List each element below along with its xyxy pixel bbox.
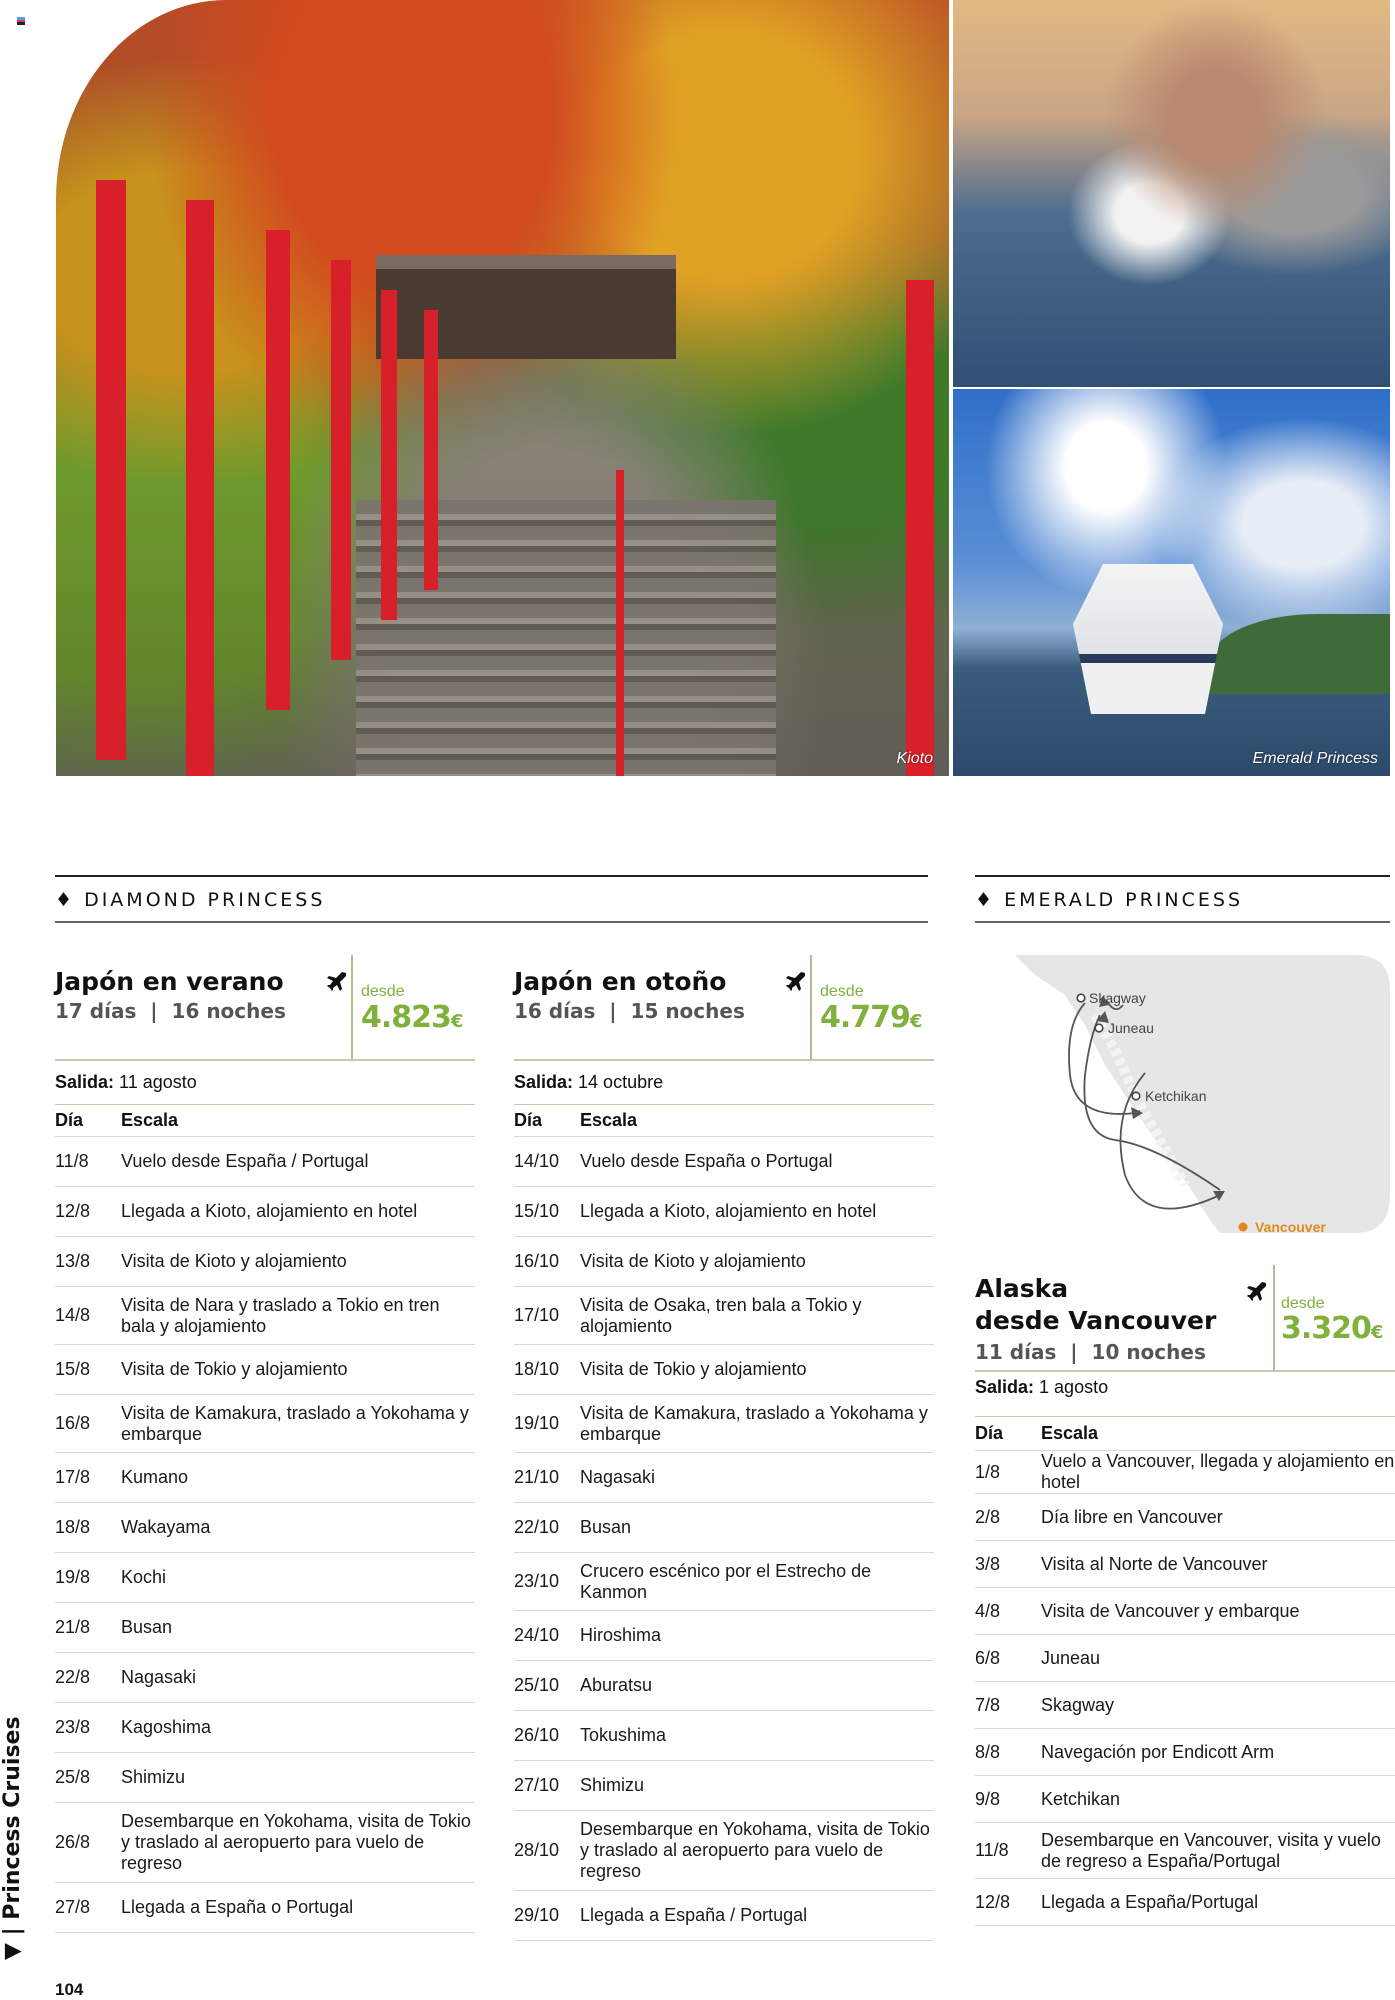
- price-from-label: desde: [1281, 1295, 1325, 1312]
- itinerary-day: 8/8: [975, 1741, 1001, 1762]
- itinerary-row: [55, 1452, 475, 1502]
- itinerary-day: 9/8: [975, 1788, 1001, 1809]
- itinerary-stop: Skagway: [1041, 1694, 1115, 1715]
- itinerary-stop: Llegada a Kioto, alojamiento en hotel: [580, 1201, 877, 1221]
- itinerary-stop: Desembarque en Vancouver, visita y vuelo de regreso a España/Portugal: [1041, 1829, 1381, 1871]
- departure-label: Salida:: [975, 1376, 1035, 1397]
- itinerary-day: 27/8: [55, 1897, 91, 1917]
- itinerary-day: 6/8: [975, 1647, 1001, 1668]
- itinerary-day: 25/10: [514, 1675, 560, 1695]
- price-from-label: desde: [361, 983, 405, 1000]
- itinerary-stop: Visita de Tokio y alojamiento: [121, 1359, 348, 1379]
- itinerary-stop: Juneau: [1041, 1647, 1101, 1668]
- itinerary-stop: Día libre en Vancouver: [1041, 1506, 1223, 1527]
- trip-header: [55, 955, 475, 1059]
- itinerary-stop: Visita de Vancouver y embarque: [1041, 1600, 1300, 1621]
- itinerary-stop: Visita de Kamakura, traslado a Yokohama y embarque: [580, 1402, 928, 1444]
- price: [1281, 1311, 1382, 1346]
- trip-title-line1: Alaska: [975, 1274, 1069, 1303]
- itinerary-row: [514, 1552, 934, 1610]
- itinerary-day: 14/10: [514, 1151, 560, 1171]
- itinerary-row: [514, 1610, 934, 1660]
- itinerary-day: 12/8: [55, 1201, 91, 1221]
- lantern-post: [906, 280, 934, 776]
- trip-header: [514, 955, 934, 1059]
- trip-title: Japón en verano: [55, 967, 284, 996]
- shrine-shape: [376, 255, 676, 359]
- itinerary-day: 25/8: [55, 1767, 91, 1787]
- itinerary-day: 15/10: [514, 1201, 560, 1221]
- itinerary-stop: Vuelo a Vancouver, llegada y alojamiento en hotel: [1041, 1451, 1395, 1492]
- itinerary-stop: Nagasaki: [121, 1667, 197, 1687]
- itinerary-header: [55, 1105, 475, 1136]
- trip-title-line2: desde Vancouver: [975, 1306, 1217, 1335]
- col-stop: Escala: [1041, 1423, 1099, 1443]
- departure: [975, 1372, 1395, 1416]
- itinerary-stop: Ketchikan: [1041, 1788, 1121, 1809]
- price-divider: [351, 955, 353, 1059]
- plane-icon: [784, 969, 808, 993]
- itinerary-stop: Llegada a España o Portugal: [121, 1897, 354, 1917]
- itinerary-stop: Wakayama: [121, 1517, 211, 1537]
- itinerary-stop: Visita de Kioto y alojamiento: [121, 1251, 347, 1271]
- itinerary-row: [975, 1587, 1395, 1634]
- trip-header: [975, 1265, 1395, 1370]
- col-stop: Escala: [121, 1110, 179, 1130]
- couple-photo: [953, 0, 1390, 387]
- photo-caption: Emerald Princess: [1252, 750, 1378, 767]
- section-title: ♦ DIAMOND PRINCESS: [55, 889, 326, 911]
- itinerary-row: [514, 1452, 934, 1502]
- itinerary-row: [55, 1502, 475, 1552]
- departure-label: Salida:: [55, 1071, 115, 1092]
- itinerary-stop: Tokushima: [580, 1725, 667, 1745]
- itinerary-table: [55, 1136, 475, 1933]
- itinerary-stop: Desembarque en Yokohama, visita de Tokio y traslado al aeropuerto para vuelo de regreso: [121, 1811, 471, 1873]
- departure: [514, 1061, 934, 1104]
- price-from-label: desde: [820, 983, 864, 1000]
- itinerary-stop: Busan: [580, 1517, 632, 1537]
- itinerary-row: [55, 1602, 475, 1652]
- trip-duration: 17 días | 16 noches: [55, 999, 286, 1023]
- itinerary-day: 13/8: [55, 1251, 91, 1271]
- photo-caption: Kioto: [896, 750, 933, 767]
- itinerary-stop: Vuelo desde España o Portugal: [580, 1151, 833, 1171]
- itinerary-row: [55, 1286, 475, 1344]
- itinerary-day: 24/10: [514, 1625, 560, 1645]
- itinerary-stop: Shimizu: [580, 1775, 645, 1795]
- currency: €: [909, 1011, 922, 1032]
- col-day: Día: [55, 1110, 84, 1130]
- itinerary-day: 27/10: [514, 1775, 560, 1795]
- itinerary-stop: Visita de Tokio y alojamiento: [580, 1359, 807, 1379]
- itinerary-row: [55, 1882, 475, 1933]
- price: [361, 1000, 462, 1035]
- itinerary-row: [514, 1136, 934, 1186]
- route-map: [975, 955, 1390, 1233]
- railing-post: [616, 470, 624, 776]
- itinerary-day: 21/8: [55, 1617, 91, 1637]
- itinerary-row: [975, 1450, 1395, 1493]
- section-title: ♦ EMERALD PRINCESS: [975, 889, 1244, 911]
- itinerary-stop: Shimizu: [121, 1767, 186, 1787]
- itinerary-row: [514, 1502, 934, 1552]
- itinerary-day: 4/8: [975, 1600, 1001, 1621]
- departure-value: 1 agosto: [1034, 1376, 1109, 1397]
- price-value: 4.823: [361, 1000, 451, 1035]
- itinerary-row: [975, 1728, 1395, 1775]
- itinerary-stop: Kumano: [121, 1467, 189, 1487]
- trip-title: Japón en otoño: [514, 967, 727, 996]
- itinerary-stop: Visita de Osaka, tren bala a Tokio y alojamiento: [580, 1294, 862, 1336]
- itinerary-stop: Llegada a España/Portugal: [1041, 1891, 1259, 1912]
- itinerary-day: 18/10: [514, 1359, 560, 1379]
- itinerary-row: [55, 1236, 475, 1286]
- itinerary-day: 23/10: [514, 1571, 560, 1591]
- map-label-skagway: Skagway: [1089, 990, 1146, 1006]
- lantern-post: [381, 290, 397, 620]
- trip-card-alaska: [975, 1265, 1395, 1926]
- departure-label: Salida:: [514, 1071, 574, 1092]
- col-day: Día: [514, 1110, 543, 1130]
- departure-value: 14 octubre: [573, 1071, 664, 1092]
- itinerary-day: 26/10: [514, 1725, 560, 1745]
- flag-icon: [17, 17, 25, 25]
- map-label-ketchikan: Ketchikan: [1145, 1088, 1207, 1104]
- itinerary-row: [55, 1752, 475, 1802]
- itinerary-day: 26/8: [55, 1832, 91, 1852]
- itinerary-table: [514, 1136, 934, 1941]
- itinerary-row: [975, 1493, 1395, 1540]
- itinerary-row: [975, 1634, 1395, 1681]
- itinerary-day: 12/8: [975, 1891, 1011, 1912]
- trip-duration: 16 días | 15 noches: [514, 999, 745, 1023]
- itinerary-day: 1/8: [975, 1461, 1001, 1482]
- itinerary-day: 29/10: [514, 1905, 560, 1925]
- trip-duration: 11 días | 10 noches: [975, 1340, 1206, 1364]
- plane-icon: [325, 969, 349, 993]
- price-value: 4.779: [820, 1000, 910, 1035]
- lantern-post: [424, 310, 438, 590]
- itinerary-header: [975, 1417, 1395, 1450]
- itinerary-row: [55, 1652, 475, 1702]
- itinerary-day: 3/8: [975, 1553, 1001, 1574]
- itinerary-row: [514, 1394, 934, 1452]
- itinerary-stop: Hiroshima: [580, 1625, 662, 1645]
- itinerary-row: [975, 1540, 1395, 1587]
- itinerary-stop: Visita de Nara y traslado a Tokio en tren bala y alojamiento: [121, 1294, 440, 1336]
- itinerary-row: [514, 1890, 934, 1941]
- itinerary-day: 16/8: [55, 1413, 91, 1433]
- itinerary-stop: Navegación por Endicott Arm: [1041, 1741, 1275, 1762]
- plane-icon: [1245, 1279, 1269, 1303]
- itinerary-row: [514, 1710, 934, 1760]
- itinerary-row: [514, 1344, 934, 1394]
- itinerary-day: 14/8: [55, 1305, 91, 1325]
- departure: [55, 1061, 475, 1104]
- itinerary-day: 19/8: [55, 1567, 91, 1587]
- itinerary-stop: Aburatsu: [580, 1675, 653, 1695]
- island-shape: [1210, 614, 1390, 694]
- cruise-ship-shape: [1073, 564, 1223, 714]
- itinerary-row: [514, 1186, 934, 1236]
- itinerary-day: 22/10: [514, 1517, 560, 1537]
- price-divider: [810, 955, 812, 1059]
- itinerary-row: [55, 1802, 475, 1882]
- divider: [55, 921, 928, 923]
- itinerary-day: 11/8: [975, 1840, 1009, 1860]
- trip-card-japon-otono: [514, 955, 934, 1941]
- price-value: 3.320: [1281, 1311, 1371, 1346]
- itinerary-row: [514, 1236, 934, 1286]
- col-stop: Escala: [580, 1110, 638, 1130]
- itinerary-day: 11/8: [55, 1151, 89, 1171]
- itinerary-row: [514, 1286, 934, 1344]
- itinerary-row: [975, 1681, 1395, 1728]
- itinerary-stop: Llegada a España / Portugal: [580, 1905, 808, 1925]
- currency: €: [450, 1011, 463, 1032]
- itinerary-row: [55, 1702, 475, 1752]
- lantern-post: [186, 200, 214, 776]
- brand-side-label: ▼ | Princess Cruises: [0, 1716, 25, 1960]
- itinerary-day: 23/8: [55, 1717, 91, 1737]
- map-label-vancouver: Vancouver: [1255, 1219, 1326, 1233]
- itinerary-day: 19/10: [514, 1413, 560, 1433]
- itinerary-row: [55, 1552, 475, 1602]
- kyoto-photo: [56, 0, 949, 776]
- lantern-post: [96, 180, 126, 760]
- departure-value: 11 agosto: [114, 1071, 197, 1092]
- itinerary-day: 28/10: [514, 1840, 560, 1860]
- itinerary-stop: Desembarque en Yokohama, visita de Tokio y traslado al aeropuerto para vuelo de regreso: [580, 1819, 930, 1881]
- itinerary-row: [55, 1186, 475, 1236]
- itinerary-row: [514, 1810, 934, 1890]
- price: [820, 1000, 921, 1035]
- itinerary-day: 7/8: [975, 1694, 1001, 1715]
- itinerary-stop: Llegada a Kioto, alojamiento en hotel: [121, 1201, 418, 1221]
- itinerary-stop: Vuelo desde España / Portugal: [121, 1151, 369, 1171]
- price-divider: [1273, 1265, 1275, 1370]
- itinerary-stop: Kagoshima: [121, 1717, 212, 1737]
- stone-stairs-shape: [356, 500, 776, 776]
- lantern-post: [331, 260, 351, 660]
- itinerary-row: [975, 1775, 1395, 1822]
- itinerary-day: 17/8: [55, 1467, 91, 1487]
- itinerary-day: 22/8: [55, 1667, 91, 1687]
- currency: €: [1370, 1322, 1383, 1343]
- itinerary-stop: Kochi: [121, 1567, 167, 1587]
- itinerary-row: [514, 1660, 934, 1710]
- itinerary-row: [975, 1878, 1395, 1926]
- itinerary-day: 21/10: [514, 1467, 560, 1487]
- col-day: Día: [975, 1423, 1004, 1443]
- itinerary-row: [55, 1394, 475, 1452]
- itinerary-row: [514, 1760, 934, 1810]
- section-header-diamond: [55, 875, 928, 923]
- map-label-juneau: Juneau: [1108, 1020, 1154, 1036]
- itinerary-stop: Nagasaki: [580, 1467, 656, 1487]
- divider: [975, 921, 1390, 923]
- itinerary-stop: Busan: [121, 1617, 173, 1637]
- lantern-post: [266, 230, 290, 710]
- itinerary-stop: Visita de Kioto y alojamiento: [580, 1251, 806, 1271]
- itinerary-day: 18/8: [55, 1517, 91, 1537]
- itinerary-day: 2/8: [975, 1506, 1001, 1527]
- itinerary-day: 15/8: [55, 1359, 91, 1379]
- page-number: 104: [55, 1980, 84, 1999]
- itinerary-row: [55, 1344, 475, 1394]
- itinerary-stop: Visita de Kamakura, traslado a Yokohama y embarque: [121, 1402, 469, 1444]
- itinerary-table: [975, 1450, 1395, 1926]
- itinerary-row: [975, 1822, 1395, 1878]
- trip-card-japon-verano: [55, 955, 475, 1933]
- itinerary-row: [55, 1136, 475, 1186]
- itinerary-stop: Crucero escénico por el Estrecho de Kanmon: [580, 1560, 872, 1602]
- itinerary-day: 16/10: [514, 1251, 560, 1271]
- itinerary-day: 17/10: [514, 1305, 560, 1325]
- itinerary-stop: Visita al Norte de Vancouver: [1041, 1553, 1268, 1574]
- ship-photo: [953, 389, 1390, 776]
- section-header-emerald: [975, 875, 1390, 923]
- itinerary-header: [514, 1105, 934, 1136]
